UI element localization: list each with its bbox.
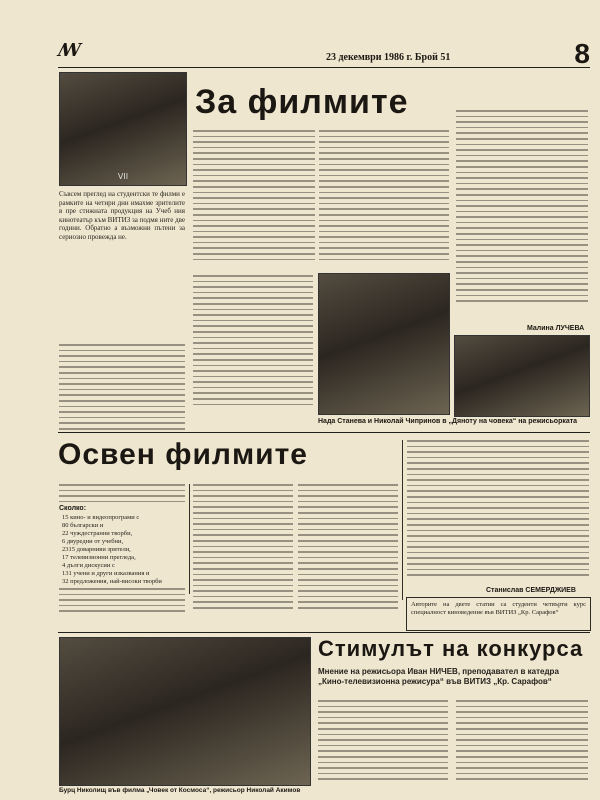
authors-note: Авторите на двете статии са студенти четвърти курс специалност киноведение във ВИТИЗ „Кр. Сарафов“ <box>411 601 586 616</box>
article1-text-col3 <box>319 130 449 270</box>
stats-item: 32 предложения, най-високи творби <box>62 578 162 585</box>
man-from-space-photo <box>59 637 311 786</box>
article3-text-col2 <box>456 700 588 790</box>
article1-signature: Малина ЛУЧЕВА <box>527 325 585 332</box>
article1-text-col4 <box>456 110 588 320</box>
article2-text-col4 <box>407 440 589 580</box>
article1-text-col2 <box>193 130 315 270</box>
article1-text-col2b <box>193 275 313 420</box>
actor-photo <box>454 335 590 417</box>
section-rule-2 <box>58 632 590 633</box>
stats-item: 2315 доварниви зрители, <box>62 546 131 553</box>
festival-photo <box>59 72 187 186</box>
stats-item: 131 учени и други изказвания и <box>62 570 150 577</box>
stats-list <box>62 514 187 586</box>
stats-item: 15 кино- и видеопрограми с <box>62 514 140 521</box>
festival-photo-label: VII <box>117 172 129 181</box>
article2-signature: Станислав СЕМЕРДЖИЕВ <box>486 587 576 594</box>
article3-title: Стимулът на конкурса <box>318 636 584 661</box>
article1-photo-caption: Нада Станева и Николай Чипринов в „Дяноту на човека“ на режисьорката <box>318 418 578 425</box>
authors-note-box <box>406 597 591 631</box>
issue-date: 23 декември 1986 г. Брой 51 <box>326 52 451 63</box>
article2-col1-tail <box>59 588 185 618</box>
page-number: 8 <box>574 38 590 69</box>
article3-text-col1 <box>318 700 448 790</box>
stats-item: 80 български и <box>62 522 104 529</box>
article2-title: Освен филмите <box>58 438 308 471</box>
article1-text-col1 <box>59 344 185 439</box>
newspaper-logo: ꟿ <box>58 40 81 61</box>
stats-item: 4 дълги дискусии с <box>62 562 115 569</box>
article3-photo-caption: Бурц Николищ във филма „Човек от Космоса“, режисьор Николай Акимов <box>59 787 301 794</box>
film-still-photo <box>318 273 450 415</box>
stats-item: 17 телевизионни прегледа, <box>62 554 136 561</box>
col-divider-2 <box>402 440 403 600</box>
header-rule <box>58 67 590 68</box>
article2-text-col2 <box>193 484 293 624</box>
article1-lead: Съвсем преглед на студентски те филми е рамките на четири дни имахме зрителите в пре стижната продукция на Учеб ния кинотеатър към ВИТИЗ за подмя ните две години. Обратно а възможни пътени за сериозно провежда не. <box>59 190 185 241</box>
stats-list-title: Сколко: <box>59 505 87 512</box>
col-divider-1 <box>189 484 190 594</box>
article2-intro <box>59 484 185 504</box>
section-rule-1 <box>58 432 590 433</box>
article3-subtitle: Мнение на режисьора Иван НИЧЕВ, преподавател в катедра „Кино-телевизионна режисура“ във ВИТИЗ „Кр. Сарафов“ <box>318 667 559 686</box>
article1-title: За филмите <box>195 83 409 121</box>
page-header <box>58 38 590 69</box>
article2-text-col3 <box>298 484 398 624</box>
stats-item: 22 чуждестранни творби, <box>62 530 133 537</box>
stats-item: 6 двуредни от учебни, <box>62 538 124 545</box>
